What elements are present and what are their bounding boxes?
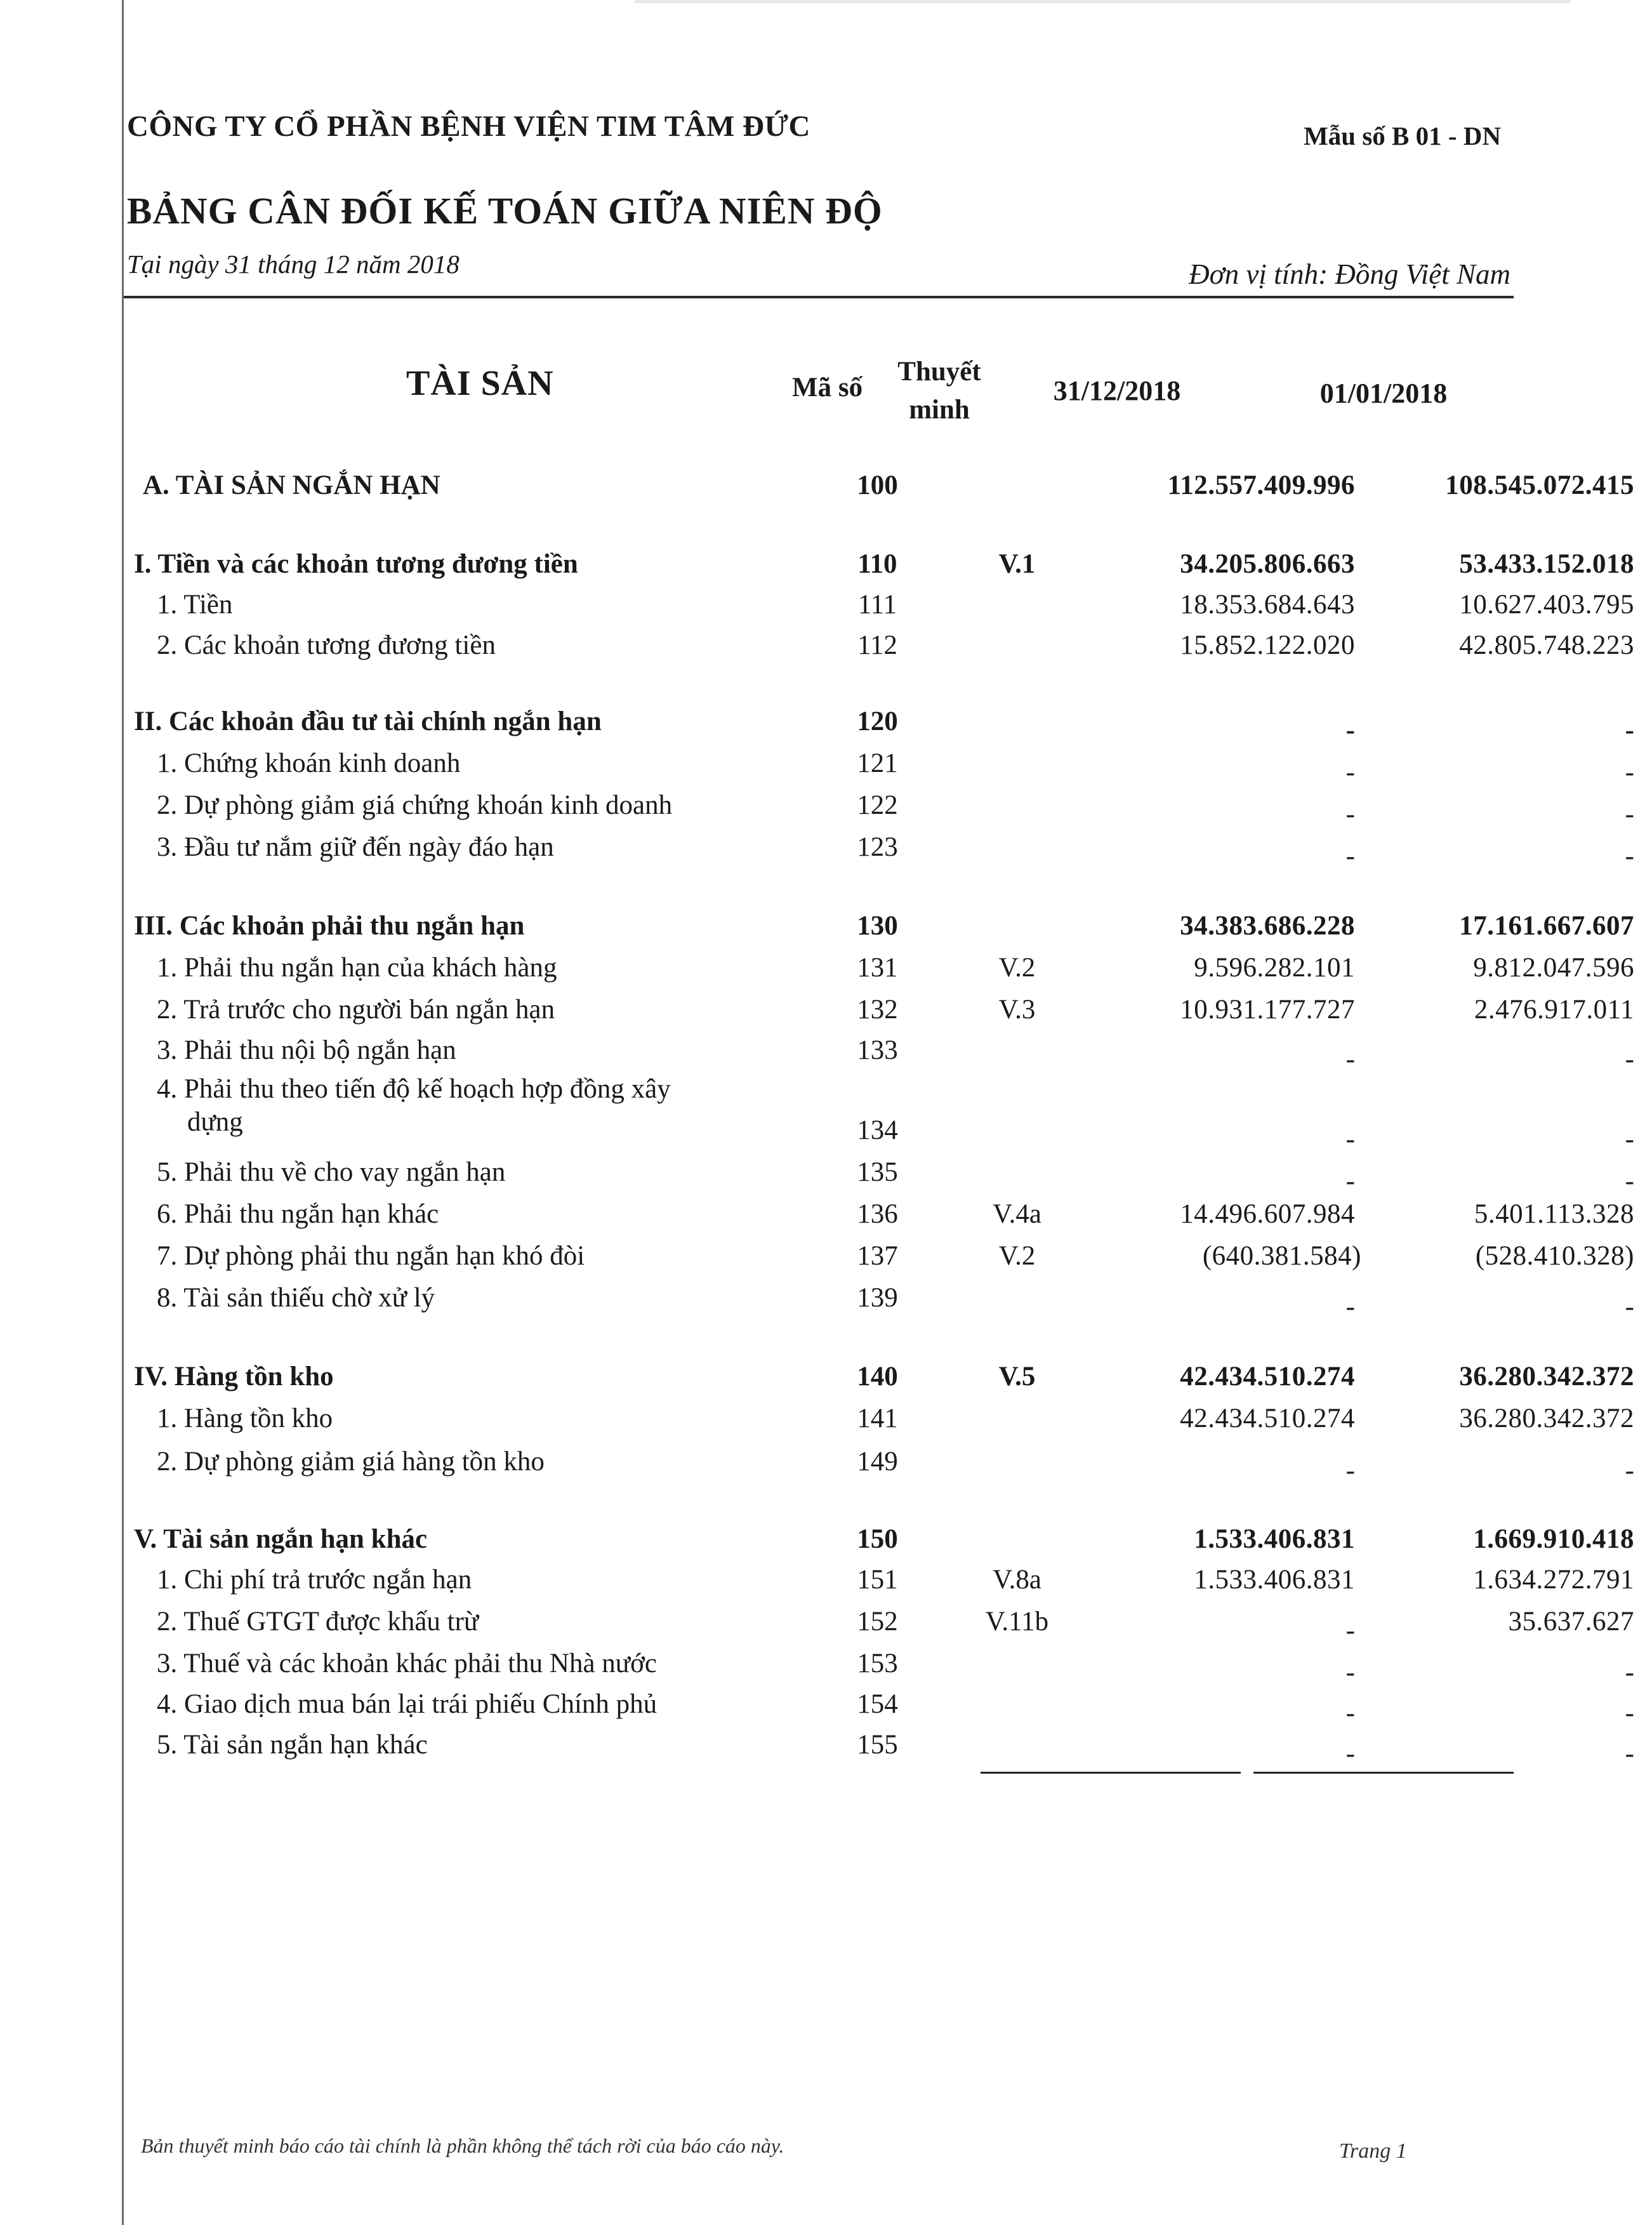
row-value-period-start: - [1625, 757, 1634, 787]
row-label: 1. Tiền [157, 590, 233, 620]
row-label: 5. Phải thu về cho vay ngắn hạn [157, 1157, 506, 1187]
row-value-period-end: - [1345, 1124, 1355, 1154]
row-value-period-start: 35.637.627 [1508, 1607, 1634, 1637]
row-value-period-end: - [1345, 1739, 1355, 1769]
table-row-total-current-assets [124, 470, 1634, 509]
row-value-period-end: - [1345, 715, 1355, 745]
row-note: V.2 [998, 1241, 1036, 1271]
table-row [124, 630, 1634, 669]
row-code: 131 [857, 953, 898, 983]
table-row [124, 952, 1634, 992]
row-note: V.4a [993, 1199, 1041, 1229]
row-value-period-end: 10.931.177.727 [1180, 995, 1355, 1025]
column-header-code: Mã số [792, 373, 863, 402]
row-label-line2: dựng [187, 1107, 243, 1137]
row-code: 153 [857, 1649, 898, 1678]
row-note: V.8a [993, 1565, 1041, 1595]
row-value-period-end: 18.353.684.643 [1180, 590, 1355, 620]
row-value-period-end: 14.496.607.984 [1180, 1199, 1355, 1229]
row-value-period-start: - [1625, 841, 1634, 871]
row-value-period-start: 108.545.072.415 [1445, 470, 1634, 500]
form-number: Mẫu số B 01 - DN [1304, 121, 1501, 150]
row-value-period-start: 17.161.667.607 [1459, 911, 1634, 941]
row-label: V. Tài sản ngắn hạn khác [134, 1524, 428, 1554]
binding-margin-line [122, 0, 124, 2225]
row-code: 120 [857, 707, 898, 736]
row-value-period-start: 36.280.342.372 [1459, 1362, 1634, 1391]
row-code: 132 [857, 995, 898, 1025]
row-code: 137 [857, 1241, 898, 1271]
row-value-period-start: - [1625, 1124, 1634, 1154]
row-note: V.5 [998, 1362, 1036, 1391]
document-title: BẢNG CÂN ĐỐI KẾ TOÁN GIỮA NIÊN ĐỘ [127, 190, 883, 232]
row-code: 134 [857, 1115, 898, 1145]
row-code: 130 [857, 911, 898, 941]
row-value-period-start: - [1625, 1657, 1634, 1687]
table-row [124, 832, 1634, 871]
row-value-period-end: (640.381.584) [1202, 1241, 1361, 1271]
row-code: 155 [857, 1730, 898, 1760]
row-value-period-start: - [1625, 1698, 1634, 1728]
column-header-period-start: 01/01/2018 [1319, 378, 1448, 409]
table-row-section [124, 910, 1634, 950]
row-value-period-start: (528.410.328) [1475, 1241, 1634, 1271]
scan-edge [635, 0, 1571, 3]
row-label: 5. Tài sản ngắn hạn khác [157, 1730, 428, 1760]
row-note: V.1 [998, 549, 1036, 579]
row-code: 151 [857, 1565, 898, 1595]
page-number: Trang 1 [1339, 2139, 1407, 2163]
table-row [124, 1564, 1634, 1604]
row-label: 1. Hàng tồn kho [157, 1404, 333, 1433]
row-value-period-end: - [1345, 1292, 1355, 1322]
row-label: 1. Chứng khoán kinh doanh [157, 748, 461, 778]
table-row [124, 1282, 1634, 1322]
row-label: I. Tiền và các khoản tương đương tiền [134, 549, 578, 579]
row-value-period-end: 15.852.122.020 [1180, 630, 1355, 660]
row-value-period-end: 112.557.409.996 [1167, 470, 1355, 500]
row-code: 141 [857, 1404, 898, 1433]
row-label: 2. Trả trước cho người bán ngắn hạn [157, 995, 555, 1025]
row-value-period-start: - [1625, 1044, 1634, 1074]
currency-unit: Đơn vị tính: Đồng Việt Nam [1189, 258, 1510, 290]
table-row [124, 1446, 1634, 1485]
table-row [124, 1689, 1634, 1728]
table-row [124, 994, 1634, 1033]
row-label: 7. Dự phòng phải thu ngắn hạn khó đòi [157, 1241, 585, 1271]
table-row [124, 1240, 1634, 1280]
row-value-period-start: 2.476.917.011 [1474, 995, 1634, 1025]
table-row [124, 589, 1634, 628]
row-label: 8. Tài sản thiếu chờ xử lý [157, 1283, 435, 1313]
column-header-note-line1: Thuyết [897, 357, 981, 387]
row-value-period-end: - [1345, 1698, 1355, 1728]
row-value-period-end: - [1345, 799, 1355, 829]
row-value-period-end: - [1345, 1657, 1355, 1687]
row-code: 100 [857, 470, 898, 500]
table-row-section [124, 1361, 1634, 1400]
row-label: 2. Dự phòng giảm giá hàng tồn kho [157, 1447, 545, 1477]
row-note: V.11b [985, 1607, 1049, 1637]
table-row [124, 1403, 1634, 1442]
column-header-period-end: 31/12/2018 [1053, 375, 1181, 406]
row-note: V.2 [998, 953, 1036, 983]
row-value-period-end: 1.533.406.831 [1194, 1565, 1355, 1595]
table-row [124, 790, 1634, 829]
total-underline-period-start [1253, 1772, 1514, 1774]
row-value-period-start: - [1625, 799, 1634, 829]
row-code: 121 [857, 748, 898, 778]
row-code: 154 [857, 1689, 898, 1719]
row-code: 122 [857, 790, 898, 820]
row-value-period-end: - [1345, 841, 1355, 871]
row-label: IV. Hàng tồn kho [134, 1362, 334, 1391]
row-value-period-start: - [1625, 1292, 1634, 1322]
table-row [124, 1606, 1634, 1645]
row-value-period-start: 36.280.342.372 [1459, 1404, 1634, 1433]
total-underline-period-end [981, 1772, 1241, 1774]
row-code: 111 [857, 590, 897, 620]
header-divider [124, 296, 1514, 298]
row-value-period-end: - [1345, 1456, 1355, 1485]
row-note: V.3 [998, 995, 1036, 1025]
table-row [124, 1115, 1634, 1154]
row-value-period-start: 9.812.047.596 [1473, 953, 1634, 983]
table-row [124, 1035, 1634, 1074]
row-label: III. Các khoản phải thu ngắn hạn [134, 911, 525, 941]
row-label: 2. Thuế GTGT được khấu trừ [157, 1607, 479, 1637]
row-label: 2. Dự phòng giảm giá chứng khoán kinh doanh [157, 790, 673, 820]
row-code: 149 [857, 1447, 898, 1477]
row-value-period-start: 42.805.748.223 [1459, 630, 1634, 660]
row-label: 2. Các khoản tương đương tiền [157, 630, 496, 660]
row-label: 3. Thuế và các khoản khác phải thu Nhà nước [157, 1649, 657, 1678]
table-row-section [124, 706, 1634, 745]
row-code: 152 [857, 1607, 898, 1637]
row-label-line1: 4. Phải thu theo tiến độ kế hoạch hợp đồng xây [157, 1074, 671, 1104]
row-value-period-end: - [1345, 757, 1355, 787]
table-row-section [124, 548, 1634, 588]
row-code: 136 [857, 1199, 898, 1229]
table-row [124, 1648, 1634, 1687]
row-value-period-end: 1.533.406.831 [1194, 1524, 1355, 1554]
row-value-period-start: 53.433.152.018 [1459, 549, 1634, 579]
row-value-period-start: - [1625, 1456, 1634, 1485]
table-row [124, 748, 1634, 787]
row-label: 6. Phải thu ngắn hạn khác [157, 1199, 439, 1229]
table-row [124, 1199, 1634, 1238]
table-row-section [124, 1524, 1634, 1563]
row-value-period-start: - [1625, 1166, 1634, 1196]
row-code: 150 [857, 1524, 898, 1554]
row-value-period-end: 42.434.510.274 [1180, 1362, 1355, 1391]
row-label: II. Các khoản đầu tư tài chính ngắn hạn [134, 707, 602, 736]
row-code: 135 [857, 1157, 898, 1187]
row-label: 3. Phải thu nội bộ ngắn hạn [157, 1035, 456, 1065]
table-row [124, 1729, 1634, 1769]
row-code: 133 [857, 1035, 898, 1065]
row-label: A. TÀI SẢN NGẮN HẠN [143, 470, 440, 500]
row-label: 4. Giao dịch mua bán lại trái phiếu Chính phủ [157, 1689, 657, 1719]
company-name: CÔNG TY CỔ PHẦN BỆNH VIỆN TIM TÂM ĐỨC [127, 110, 810, 143]
row-code: 139 [857, 1283, 898, 1313]
row-label: 1. Phải thu ngắn hạn của khách hàng [157, 953, 557, 983]
row-label: 1. Chi phí trả trước ngắn hạn [157, 1565, 472, 1595]
column-header-assets: TÀI SẢN [406, 364, 554, 403]
row-value-period-end: 9.596.282.101 [1194, 953, 1355, 983]
footer-note: Bản thuyết minh báo cáo tài chính là phần không thể tách rời của báo cáo này. [141, 2134, 784, 2157]
row-code: 112 [857, 630, 897, 660]
row-code: 123 [857, 832, 898, 862]
row-value-period-start: - [1625, 715, 1634, 745]
row-value-period-end: - [1345, 1166, 1355, 1196]
row-value-period-end: 34.383.686.228 [1180, 911, 1355, 941]
row-code: 110 [857, 549, 897, 579]
row-code: 140 [857, 1362, 898, 1391]
row-label: 3. Đầu tư nắm giữ đến ngày đáo hạn [157, 832, 554, 862]
row-value-period-start: 1.634.272.791 [1473, 1565, 1634, 1595]
row-value-period-end: 34.205.806.663 [1180, 549, 1355, 579]
column-header-note-line2: minh [909, 395, 970, 425]
row-value-period-end: - [1345, 1044, 1355, 1074]
row-value-period-start: 10.627.403.795 [1459, 590, 1634, 620]
table-row [124, 1157, 1634, 1196]
row-value-period-start: 1.669.910.418 [1473, 1524, 1634, 1554]
report-date: Tại ngày 31 tháng 12 năm 2018 [127, 249, 459, 279]
row-value-period-start: - [1625, 1739, 1634, 1769]
row-value-period-end: 42.434.510.274 [1180, 1404, 1355, 1433]
row-value-period-start: 5.401.113.328 [1474, 1199, 1634, 1229]
row-value-period-end: - [1345, 1616, 1355, 1645]
